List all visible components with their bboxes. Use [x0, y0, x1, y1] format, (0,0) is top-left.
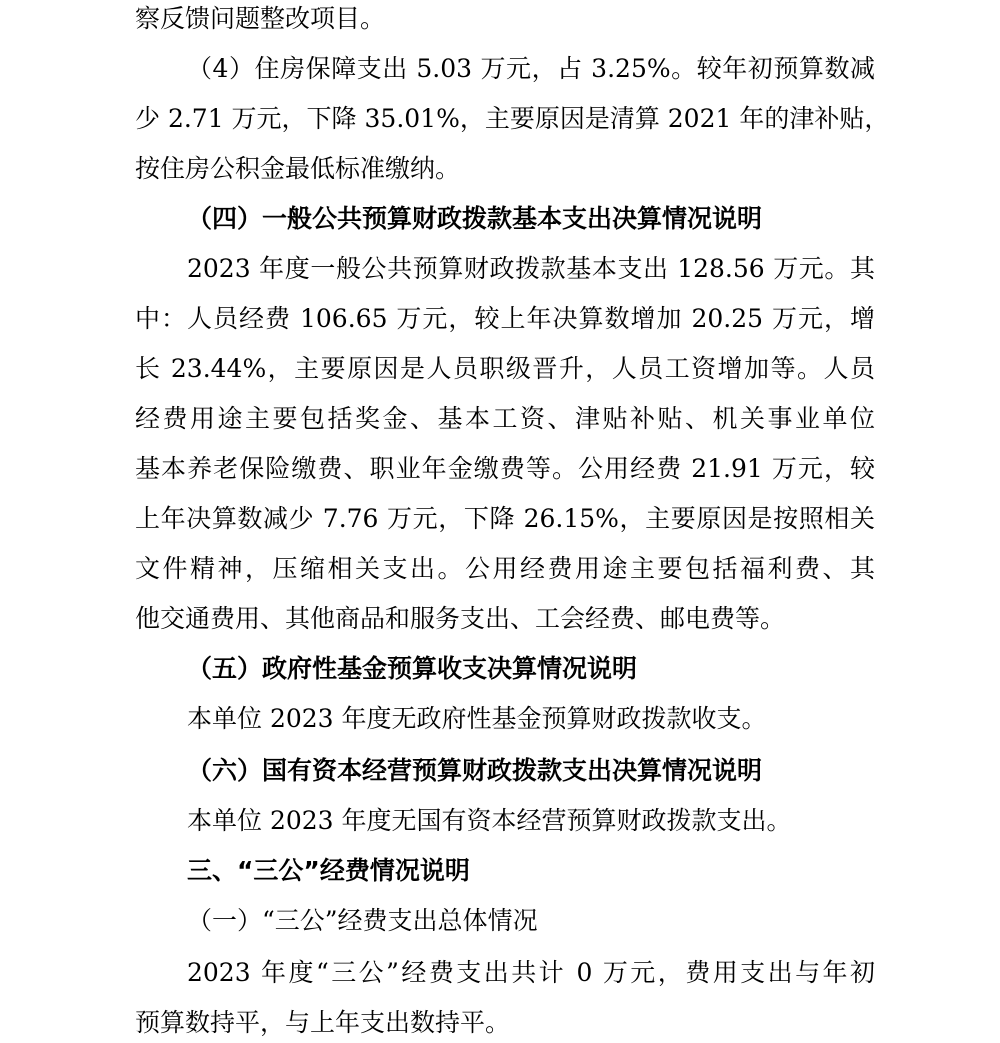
paragraph-line: 察反馈问题整改项目。 [135, 4, 386, 33]
subsection-heading: （一）“三公”经费支出总体情况 [187, 906, 538, 935]
section-heading: （四）一般公共预算财政拨款基本支出决算情况说明 [187, 204, 763, 233]
paragraph-line: （4）住房保障支出 5.03 万元，占 3.25%。较年初预算数减 [187, 54, 875, 83]
paragraph-line: 基本养老保险缴费、职业年金缴费等。公用经费 21.91 万元，较 [135, 454, 875, 483]
paragraph-line: 少 2.71 万元，下降 35.01%，主要原因是清算 2021 年的津补贴， [135, 104, 890, 133]
section-heading: （五）政府性基金预算收支决算情况说明 [187, 654, 638, 683]
paragraph-line: 上年决算数减少 7.76 万元，下降 26.15%，主要原因是按照相关 [135, 504, 875, 533]
paragraph-line: 2023 年度一般公共预算财政拨款基本支出 128.56 万元。其 [187, 254, 875, 283]
paragraph-line: 本单位 2023 年度无政府性基金预算财政拨款收支。 [187, 704, 767, 733]
paragraph-line: 中：人员经费 106.65 万元，较上年决算数增加 20.25 万元，增 [135, 304, 875, 333]
chapter-heading: 三、“三公”经费情况说明 [187, 856, 470, 885]
paragraph-line: 长 23.44%，主要原因是人员职级晋升，人员工资增加等。人员 [135, 354, 875, 383]
paragraph-line: 预算数持平，与上年支出数持平。 [135, 1008, 511, 1037]
paragraph-line: 文件精神，压缩相关支出。公用经费用途主要包括福利费、其 [135, 554, 875, 583]
paragraph-line: 他交通费用、其他商品和服务支出、工会经费、邮电费等。 [135, 604, 786, 633]
paragraph-line: 经费用途主要包括奖金、基本工资、津贴补贴、机关事业单位 [135, 404, 875, 433]
paragraph-line: 按住房公积金最低标准缴纳。 [135, 154, 461, 183]
paragraph-line: 本单位 2023 年度无国有资本经营预算财政拨款支出。 [187, 806, 792, 835]
section-heading: （六）国有资本经营预算财政拨款支出决算情况说明 [187, 756, 763, 785]
paragraph-line: 2023 年度“三公”经费支出共计 0 万元，费用支出与年初 [187, 958, 875, 987]
